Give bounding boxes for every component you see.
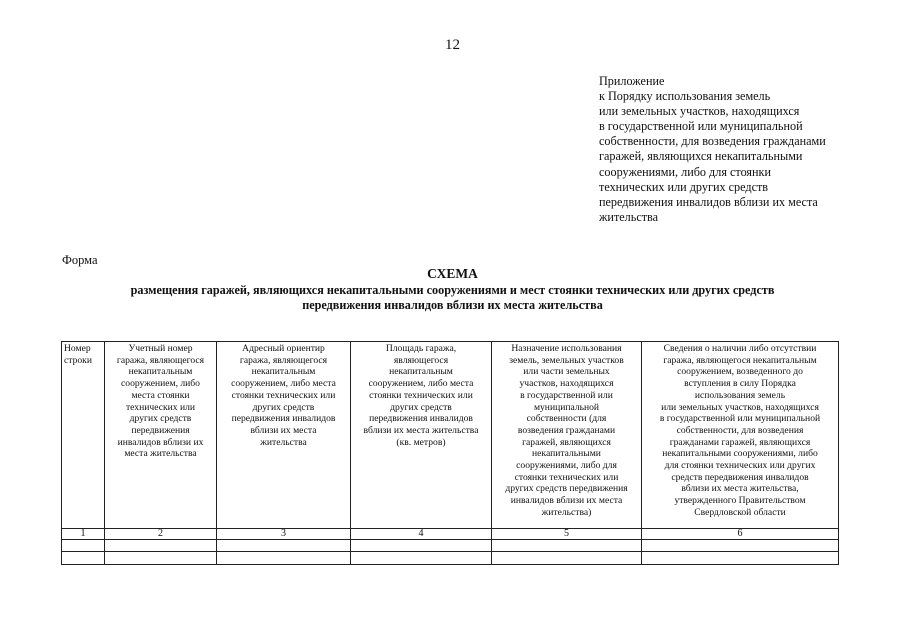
appendix-line: собственности, для возведения гражданами [599,134,826,149]
table-row [62,552,839,565]
header-line: гаражей, являющихся [522,436,611,448]
form-label: Форма [62,253,98,267]
table-cell [351,552,492,565]
header-line: места стоянки [131,389,190,401]
header-line: или земельных участков, находящихся [661,401,819,413]
column-number-cell: 4 [351,529,492,540]
header-line: Адресный ориентир [242,343,325,354]
table-cell [217,552,351,565]
header-cell-col-3 [217,342,351,529]
header-line: места жительства [124,448,197,460]
column-number-cell: 5 [492,529,642,540]
header-line: стоянки технических или [231,389,336,401]
header-line: сооружением, либо [121,378,200,390]
appendix-line: сооружениями, либо для стоянки [599,164,771,179]
appendix-line: в государственной или муниципальной [599,119,803,134]
header-line: (кв. метров) [396,436,446,448]
table-cell [642,540,839,552]
header-line: некапитальными сооружениями, либо [662,448,818,460]
header-line: гражданами гаражей, являющихся [669,436,811,448]
header-line: в государственной или муниципальной [659,413,821,425]
header-line: возведения гражданами [517,424,616,436]
header-line: сооружением, либо места [231,378,336,390]
table-cell [62,552,105,565]
header-line: гаража, являющегося [239,354,328,366]
header-line: гаража, являющегося некапитальным [663,354,817,366]
table-cell [492,540,642,552]
header-line: вблизи их места [250,424,317,436]
header-line: строки [64,354,92,366]
appendix-line: жительства [599,209,659,224]
header-line: вблизи их места жительства [363,424,479,436]
appendix-line: или земельных участков, находящихся [599,104,800,119]
table-cell [105,540,217,552]
header-line: передвижения инвалидов [231,413,336,425]
header-line: являющегося [393,354,449,366]
header-line: передвижения инвалидов [369,413,473,425]
header-line: стоянки технических или [514,471,619,483]
header-line: утвержденного Правительством [674,495,806,507]
subtitle-line: размещения гаражей, являющихся некапитальными сооружениями и мест стоянки технических или других средств [130,283,775,297]
header-line: гаража, являющегося [116,354,205,366]
document-subtitle [0,283,905,313]
header-line: других средств [129,413,192,425]
header-line: сооружением, возведенного до [677,366,803,378]
header-line: других средств [390,401,452,413]
header-line: некапитальным [128,366,193,378]
page-number: 12 [445,37,460,53]
column-number-cell: 1 [62,529,105,540]
header-line: некапитальными [532,448,601,460]
column-number-cell: 6 [642,529,839,540]
header-line: Свердловской области [694,506,786,518]
table-cell [642,552,839,565]
header-line: передвижения [131,424,190,436]
header-line: Учетный номер [128,343,193,354]
header-line: вступления в силу Порядка [684,378,796,390]
table-cell [105,552,217,565]
appendix-line: к Порядку использования земель [599,89,771,104]
table-row [62,540,839,552]
header-line: участков, находящихся [519,378,614,390]
header-cell-col-5 [492,342,642,529]
header-line: сооружениями, либо для [516,460,617,472]
header-line: средств передвижения инвалидов [671,471,809,483]
header-line: или части земельных [523,366,610,378]
header-line: в государственной или [520,389,613,401]
table-cell [217,540,351,552]
header-line: использования земель [694,389,786,401]
header-cell-col-4 [351,342,492,529]
table-header-row [62,342,839,529]
header-line: технических или [125,401,196,413]
column-number-cell: 3 [217,529,351,540]
header-line: сооружением, либо места [368,378,474,390]
appendix-line: технических или других средств [599,179,769,194]
header-cell-col-1 [62,342,105,529]
header-line: жительства) [541,506,592,518]
header-line: инвалидов вблизи их места [510,495,623,507]
header-cell-col-2 [105,342,217,529]
table-cell [351,540,492,552]
header-line: собственности, для возведения [676,424,804,436]
header-line: Назначение использования [511,343,622,354]
table-cell [62,540,105,552]
appendix-line: гаражей, являющихся некапитальными [599,149,803,164]
header-line: жительства [260,436,307,448]
header-cell-col-6 [642,342,839,529]
header-line: некапитальным [389,366,453,378]
subtitle-line: передвижения инвалидов вблизи их места жительства [302,298,603,312]
appendix-line: Приложение [599,74,665,88]
header-line: Номер [64,343,91,354]
header-line: для стоянки технических или других [664,460,816,472]
appendix-line: передвижения инвалидов вблизи их места [599,194,818,209]
table-cell [492,552,642,565]
column-number-row [62,529,839,540]
header-line: стоянки технических или [369,389,473,401]
header-line: некапитальным [251,366,316,378]
column-number-cell: 2 [105,529,217,540]
header-line: земель, земельных участков [509,354,624,366]
header-line: муниципальной [533,401,600,413]
header-line: Сведения о наличии либо отсутствии [663,343,817,354]
schema-table [61,341,839,565]
appendix-note [599,74,899,225]
header-line: вблизи их места жительства, [681,483,799,495]
header-line: других средств передвижения [505,483,628,495]
header-line: собственности (для [526,413,607,425]
document-title: СХЕМА [427,266,478,281]
header-line: инвалидов вблизи их [117,436,204,448]
header-line: других средств [252,401,315,413]
header-line: Площадь гаража, [385,343,457,354]
